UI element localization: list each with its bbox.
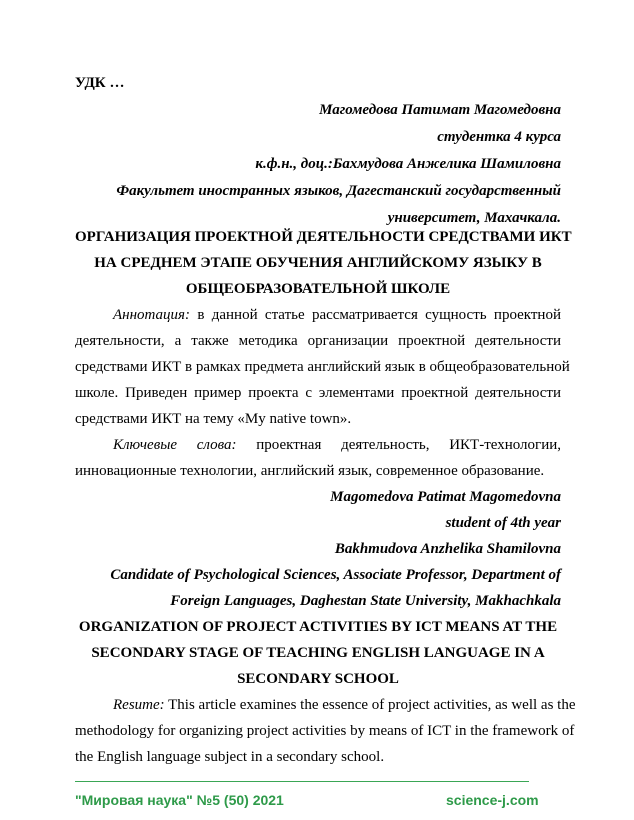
en-author-status: student of 4th year [445,515,561,531]
resume-label: Resume: [113,697,165,713]
annotation-line-3: средствами ИКТ в рамках предмета английский язык в общеобразовательной [75,359,570,375]
footer-site[interactable]: science-j.com [446,792,539,808]
footer-journal: "Мировая наука" №5 (50) 2021 [75,792,284,808]
en-author-name: Magomedova Patimat Magomedovna [330,489,561,505]
annotation-first-line [113,306,561,324]
ru-author-name: Магомедова Патимат Магомедовна [319,102,561,118]
annotation-line-4: школе. Приведен пример проекта с элементами проектной деятельности [75,385,561,401]
ru-title-line-2: НА СРЕДНЕМ ЭТАПЕ ОБУЧЕНИЯ АНГЛИЙСКОМУ ЯЗЫКУ В [94,255,542,271]
resume-text-1: This article examines the essence of project activities, as well as the [164,697,576,713]
ru-affiliation-line-2: университет, Махачкала. [387,210,561,226]
ru-title-line-1: ОРГАНИЗАЦИЯ ПРОЕКТНОЙ ДЕЯТЕЛЬНОСТИ СРЕДСТВАМИ ИКТ [75,229,572,245]
resume-line-2: methodology for organizing project activities by means of ICT in the framework of [75,723,575,739]
en-affiliation-line-2: Foreign Languages, Daghestan State University, Makhachkala [170,593,561,609]
resume-line-3: the English language subject in a secondary school. [75,749,385,765]
annotation-line-5: средствами ИКТ на тему «My native town». [75,411,352,427]
keywords-text-1: проектная деятельность, ИКТ-технологии, [236,437,561,453]
resume-first-line [113,696,576,714]
annotation-text-1: в данной статье рассматривается сущность проектной [190,307,561,323]
en-affiliation-line-1: Candidate of Psychological Sciences, Associate Professor, Department of [110,567,561,583]
keywords-line-2: инновационные технологии, английский язык, современное образование. [75,463,545,479]
ru-title-line-3: ОБЩЕОБРАЗОВАТЕЛЬНОЙ ШКОЛЕ [185,281,451,297]
keywords-first-line [113,436,561,454]
ru-author-status: студентка 4 курса [437,129,561,145]
udc-code: УДК … [75,75,125,91]
keywords-label: Ключевые слова: [113,437,237,453]
ru-supervisor: к.ф.н., доц.:Бахмудова Анжелика Шамиловна [255,156,561,172]
en-title-line-3: SECONDARY SCHOOL [237,671,399,687]
ru-affiliation-line-1: Факультет иностранных языков, Дагестанский государственный [116,183,561,199]
en-title-line-1: ORGANIZATION OF PROJECT ACTIVITIES BY ICT MEANS AT THE [78,619,558,635]
en-title-line-2: SECONDARY STAGE OF TEACHING ENGLISH LANGUAGE IN A [91,645,545,661]
footer-divider [75,781,529,782]
en-supervisor: Bakhmudova Anzhelika Shamilovna [334,541,561,557]
annotation-line-2: деятельности, а также методика организации проектной деятельности [75,333,561,349]
annotation-label: Аннотация: [113,307,191,323]
